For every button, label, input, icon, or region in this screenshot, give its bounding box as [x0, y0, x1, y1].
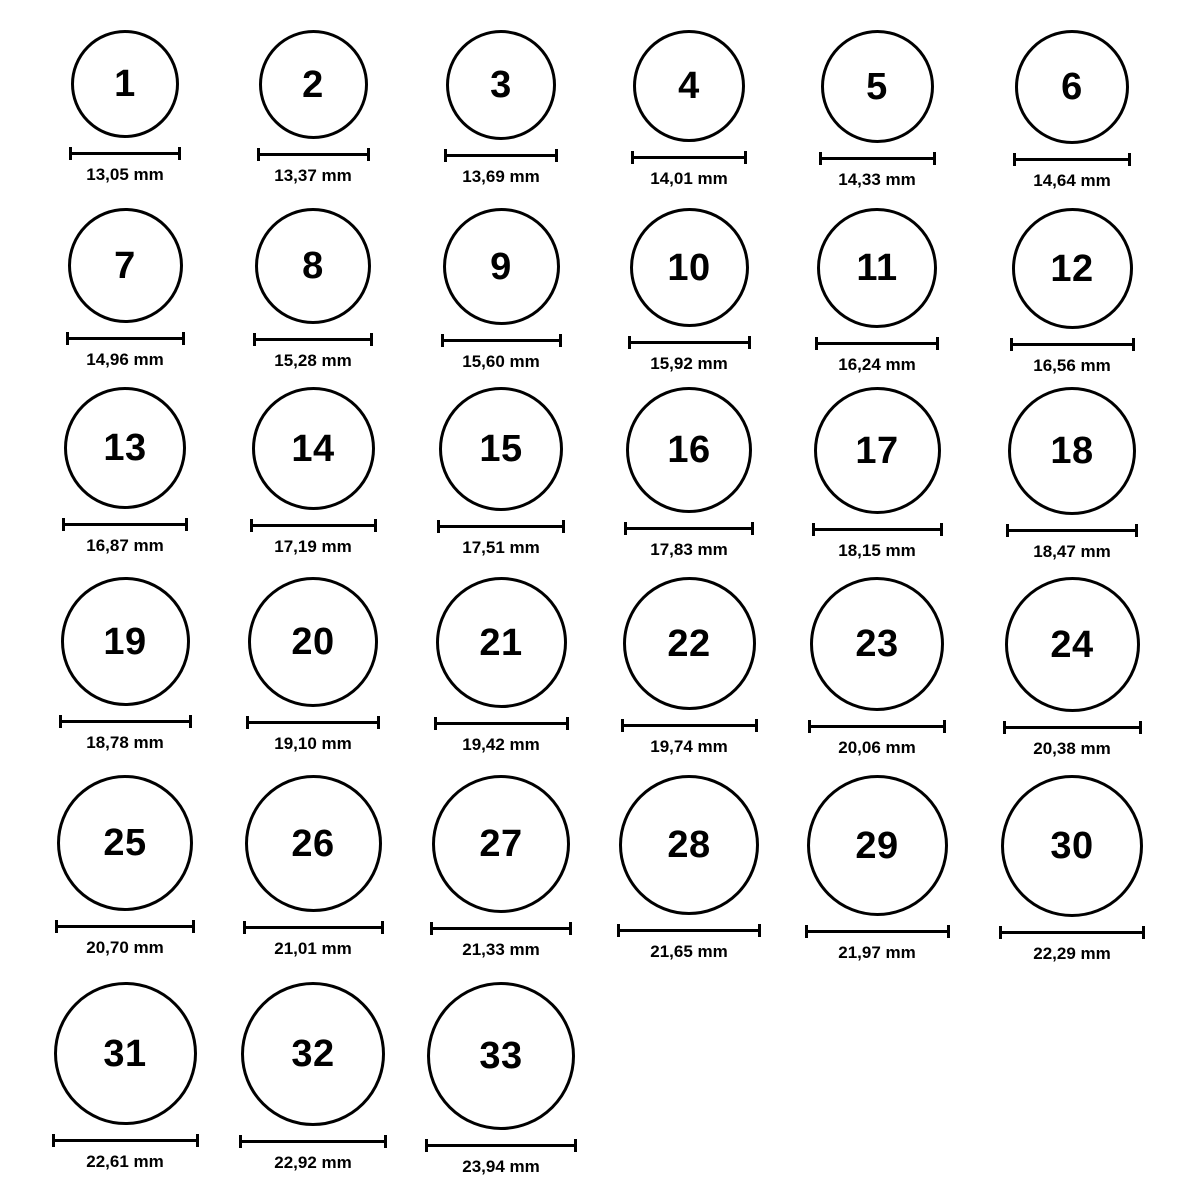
diameter-measure-bar: [1006, 524, 1138, 536]
ring-size-number: 15: [479, 428, 523, 470]
measure-line: [631, 156, 747, 159]
diameter-label: 15,92 mm: [650, 354, 728, 373]
measure-line: [1003, 726, 1142, 729]
ring-circle: [1008, 387, 1136, 515]
measure-cap-right: [1139, 721, 1142, 734]
measure-cap-right: [381, 921, 384, 934]
measure-cap-right: [744, 151, 747, 164]
diameter-measure-bar: [430, 922, 572, 934]
diameter-label: 16,24 mm: [838, 355, 916, 374]
ring-circle: [821, 30, 934, 143]
ring-size-cell: [218, 982, 408, 1173]
measure-cap-left: [257, 148, 260, 161]
ring-size-cell: [977, 387, 1167, 562]
measure-cap-right: [377, 716, 380, 729]
measure-cap-right: [185, 518, 188, 531]
ring-circle: [436, 577, 567, 708]
diameter-measure-bar: [434, 717, 569, 729]
diameter-label: 17,83 mm: [650, 540, 728, 559]
measure-cap-left: [621, 719, 624, 732]
ring-circle: [633, 30, 745, 142]
ring-size-number: 30: [1050, 825, 1094, 867]
measure-cap-right: [1135, 524, 1138, 537]
measure-line: [444, 154, 558, 157]
diameter-label: 14,01 mm: [650, 169, 728, 188]
measure-cap-left: [437, 520, 440, 533]
ring-size-number: 31: [103, 1032, 147, 1075]
ring-size-cell: [406, 208, 596, 372]
measure-cap-right: [1128, 153, 1131, 166]
ring-circle: [814, 387, 941, 514]
ring-size-number: 11: [856, 247, 898, 289]
measure-cap-right: [555, 149, 558, 162]
diameter-label: 14,33 mm: [838, 170, 916, 189]
measure-cap-left: [628, 336, 631, 349]
diameter-measure-bar: [62, 518, 188, 530]
ring-size-cell: [594, 30, 784, 189]
diameter-measure-bar: [819, 152, 936, 164]
ring-circle: [245, 775, 382, 912]
diameter-label: 13,05 mm: [86, 165, 164, 184]
measure-cap-left: [808, 720, 811, 733]
ring-circle: [1012, 208, 1133, 329]
ring-size-number: 23: [855, 623, 899, 665]
ring-circle: [68, 208, 183, 323]
measure-cap-right: [936, 337, 939, 350]
ring-circle: [427, 982, 575, 1130]
diameter-measure-bar: [628, 336, 751, 348]
measure-line: [819, 157, 936, 160]
measure-cap-right: [1142, 926, 1145, 939]
ring-size-cell: [406, 30, 596, 187]
ring-circle: [64, 387, 186, 509]
measure-line: [617, 929, 761, 932]
measure-cap-right: [562, 520, 565, 533]
measure-cap-left: [441, 334, 444, 347]
diameter-measure-bar: [257, 148, 370, 160]
measure-cap-left: [631, 151, 634, 164]
measure-cap-right: [384, 1135, 387, 1148]
measure-cap-right: [933, 152, 936, 165]
diameter-measure-bar: [52, 1134, 199, 1146]
diameter-measure-bar: [243, 921, 384, 933]
measure-line: [621, 724, 758, 727]
measure-cap-right: [755, 719, 758, 732]
ring-circle: [810, 577, 944, 711]
measure-cap-left: [999, 926, 1002, 939]
measure-cap-right: [758, 924, 761, 937]
measure-line: [55, 925, 195, 928]
measure-cap-left: [69, 147, 72, 160]
diameter-label: 17,19 mm: [274, 537, 352, 556]
ring-circle: [248, 577, 378, 707]
ring-size-number: 1: [114, 63, 136, 105]
ring-circle: [807, 775, 948, 916]
measure-cap-left: [253, 333, 256, 346]
measure-cap-left: [624, 522, 627, 535]
measure-line: [815, 342, 939, 345]
diameter-measure-bar: [239, 1135, 387, 1147]
diameter-label: 21,33 mm: [462, 940, 540, 959]
ring-circle: [439, 387, 563, 511]
diameter-label: 21,97 mm: [838, 943, 916, 962]
measure-line: [1013, 158, 1131, 161]
ring-size-cell: [30, 387, 220, 556]
ring-circle: [1015, 30, 1129, 144]
diameter-measure-bar: [805, 925, 950, 937]
measure-cap-left: [66, 332, 69, 345]
measure-line: [62, 523, 188, 526]
ring-circle: [71, 30, 179, 138]
ring-circle: [626, 387, 752, 513]
ring-size-number: 17: [855, 429, 899, 472]
ring-size-cell: [594, 577, 784, 757]
measure-cap-left: [239, 1135, 242, 1148]
measure-line: [808, 725, 946, 728]
diameter-label: 16,87 mm: [86, 536, 164, 555]
measure-cap-right: [367, 148, 370, 161]
diameter-measure-bar: [815, 337, 939, 349]
measure-line: [52, 1139, 199, 1142]
ring-size-number: 5: [866, 65, 888, 108]
diameter-label: 19,10 mm: [274, 734, 352, 753]
ring-size-cell: [977, 30, 1167, 191]
measure-cap-right: [374, 519, 377, 532]
measure-line: [253, 338, 373, 341]
measure-cap-right: [182, 332, 185, 345]
ring-size-cell: [977, 577, 1167, 759]
ring-size-cell: [594, 775, 784, 962]
ring-circle: [54, 982, 197, 1125]
measure-line: [999, 931, 1145, 934]
diameter-label: 20,38 mm: [1033, 739, 1111, 758]
measure-cap-right: [1132, 338, 1135, 351]
ring-size-cell: [977, 775, 1167, 964]
diameter-label: 23,94 mm: [462, 1157, 540, 1176]
measure-cap-right: [189, 715, 192, 728]
diameter-measure-bar: [1013, 153, 1131, 165]
ring-size-number: 22: [667, 622, 711, 665]
ring-size-number: 4: [678, 65, 700, 107]
diameter-label: 19,74 mm: [650, 737, 728, 756]
measure-cap-left: [617, 924, 620, 937]
diameter-label: 17,51 mm: [462, 538, 540, 557]
ring-size-number: 25: [103, 822, 147, 864]
diameter-measure-bar: [441, 334, 562, 346]
ring-size-cell: [782, 30, 972, 190]
measure-cap-left: [250, 519, 253, 532]
ring-size-cell: [30, 982, 220, 1172]
ring-size-cell: [782, 208, 972, 375]
measure-line: [430, 927, 572, 930]
measure-cap-right: [559, 334, 562, 347]
diameter-label: 14,64 mm: [1033, 171, 1111, 190]
ring-size-number: 12: [1050, 247, 1094, 290]
measure-cap-left: [444, 149, 447, 162]
ring-size-cell: [977, 208, 1167, 376]
ring-size-number: 16: [667, 429, 711, 471]
measure-line: [69, 152, 181, 155]
diameter-label: 18,47 mm: [1033, 542, 1111, 561]
ring-size-cell: [218, 387, 408, 557]
measure-cap-right: [566, 717, 569, 730]
diameter-measure-bar: [617, 924, 761, 936]
ring-size-number: 28: [667, 824, 711, 866]
measure-cap-right: [947, 925, 950, 938]
measure-line: [437, 525, 565, 528]
diameter-measure-bar: [999, 926, 1145, 938]
diameter-label: 18,15 mm: [838, 541, 916, 560]
ring-size-cell: [218, 208, 408, 371]
measure-line: [257, 153, 370, 156]
ring-size-number: 7: [114, 244, 136, 287]
ring-size-cell: [30, 208, 220, 370]
measure-cap-left: [819, 152, 822, 165]
diameter-measure-bar: [1010, 338, 1135, 350]
ring-size-cell: [30, 775, 220, 958]
measure-line: [250, 524, 377, 527]
ring-size-cell: [782, 387, 972, 561]
diameter-measure-bar: [55, 920, 195, 932]
measure-cap-left: [430, 922, 433, 935]
ring-size-number: 14: [291, 427, 335, 470]
diameter-measure-bar: [253, 333, 373, 345]
ring-size-number: 13: [103, 427, 147, 469]
ring-circle: [1001, 775, 1143, 917]
ring-size-number: 2: [302, 63, 324, 106]
measure-line: [246, 721, 380, 724]
ring-size-cell: [218, 577, 408, 754]
measure-cap-left: [815, 337, 818, 350]
measure-line: [1010, 343, 1135, 346]
ring-size-cell: [218, 30, 408, 186]
measure-cap-left: [52, 1134, 55, 1147]
diameter-label: 20,70 mm: [86, 938, 164, 957]
ring-size-number: 20: [291, 621, 335, 663]
measure-cap-right: [196, 1134, 199, 1147]
measure-cap-right: [370, 333, 373, 346]
measure-cap-right: [751, 522, 754, 535]
diameter-label: 18,78 mm: [86, 733, 164, 752]
diameter-label: 19,42 mm: [462, 735, 540, 754]
measure-cap-right: [569, 922, 572, 935]
ring-size-number: 29: [855, 824, 899, 867]
ring-circle: [623, 577, 756, 710]
ring-size-number: 21: [479, 621, 523, 664]
diameter-label: 21,01 mm: [274, 939, 352, 958]
ring-size-cell: [406, 577, 596, 755]
measure-line: [624, 527, 754, 530]
diameter-measure-bar: [250, 519, 377, 531]
ring-size-number: 8: [302, 245, 324, 287]
ring-size-cell: [782, 577, 972, 758]
ring-circle: [252, 387, 375, 510]
ring-circle: [241, 982, 385, 1126]
ring-size-cell: [406, 387, 596, 558]
measure-cap-left: [805, 925, 808, 938]
diameter-label: 20,06 mm: [838, 738, 916, 757]
ring-size-number: 26: [291, 822, 335, 865]
ring-size-number: 18: [1050, 430, 1094, 472]
measure-cap-left: [55, 920, 58, 933]
measure-line: [812, 528, 943, 531]
diameter-measure-bar: [624, 522, 754, 534]
diameter-measure-bar: [808, 720, 946, 732]
ring-circle: [1005, 577, 1140, 712]
diameter-label: 14,96 mm: [86, 350, 164, 369]
measure-cap-left: [246, 716, 249, 729]
measure-line: [1006, 529, 1138, 532]
ring-circle: [619, 775, 759, 915]
measure-line: [425, 1144, 577, 1147]
ring-size-number: 33: [479, 1035, 523, 1077]
diameter-label: 13,69 mm: [462, 167, 540, 186]
measure-cap-left: [1003, 721, 1006, 734]
measure-cap-right: [192, 920, 195, 933]
measure-line: [59, 720, 192, 723]
diameter-measure-bar: [425, 1139, 577, 1151]
ring-size-number: 6: [1061, 66, 1083, 108]
ring-size-number: 27: [479, 823, 523, 865]
measure-line: [239, 1140, 387, 1143]
ring-size-number: 10: [667, 246, 711, 289]
measure-cap-left: [243, 921, 246, 934]
measure-cap-left: [1006, 524, 1009, 537]
measure-line: [441, 339, 562, 342]
diameter-measure-bar: [631, 151, 747, 163]
measure-cap-left: [1013, 153, 1016, 166]
diameter-label: 15,60 mm: [462, 352, 540, 371]
ring-size-number: 9: [490, 245, 512, 288]
ring-circle: [255, 208, 371, 324]
measure-cap-right: [748, 336, 751, 349]
measure-line: [66, 337, 185, 340]
diameter-label: 13,37 mm: [274, 166, 352, 185]
diameter-measure-bar: [246, 716, 380, 728]
measure-cap-left: [434, 717, 437, 730]
measure-line: [243, 926, 384, 929]
ring-size-cell: [30, 577, 220, 753]
ring-circle: [61, 577, 190, 706]
diameter-label: 22,61 mm: [86, 1152, 164, 1171]
diameter-measure-bar: [437, 520, 565, 532]
ring-size-number: 19: [103, 620, 147, 663]
ring-size-cell: [218, 775, 408, 959]
diameter-label: 22,92 mm: [274, 1153, 352, 1172]
measure-cap-left: [812, 523, 815, 536]
ring-size-number: 3: [490, 64, 512, 106]
ring-size-cell: [594, 208, 784, 374]
ring-size-number: 24: [1050, 623, 1094, 666]
measure-line: [628, 341, 751, 344]
diameter-measure-bar: [1003, 721, 1142, 733]
diameter-label: 21,65 mm: [650, 942, 728, 961]
measure-cap-left: [425, 1139, 428, 1152]
measure-cap-right: [178, 147, 181, 160]
ring-circle: [817, 208, 937, 328]
measure-line: [434, 722, 569, 725]
ring-circle: [259, 30, 368, 139]
diameter-measure-bar: [621, 719, 758, 731]
ring-size-number: 32: [291, 1033, 335, 1075]
diameter-measure-bar: [444, 149, 558, 161]
ring-circle: [432, 775, 570, 913]
ring-size-cell: [782, 775, 972, 963]
ring-size-cell: [406, 982, 596, 1177]
ring-size-cell: [406, 775, 596, 960]
ring-circle: [57, 775, 193, 911]
diameter-measure-bar: [66, 332, 185, 344]
measure-line: [805, 930, 950, 933]
diameter-label: 22,29 mm: [1033, 944, 1111, 963]
ring-circle: [446, 30, 556, 140]
diameter-label: 16,56 mm: [1033, 356, 1111, 375]
measure-cap-right: [940, 523, 943, 536]
measure-cap-left: [1010, 338, 1013, 351]
diameter-measure-bar: [812, 523, 943, 535]
diameter-measure-bar: [59, 715, 192, 727]
measure-cap-left: [62, 518, 65, 531]
measure-cap-left: [59, 715, 62, 728]
diameter-label: 15,28 mm: [274, 351, 352, 370]
ring-size-cell: [30, 30, 220, 185]
measure-cap-right: [574, 1139, 577, 1152]
measure-cap-right: [943, 720, 946, 733]
ring-circle: [630, 208, 749, 327]
ring-circle: [443, 208, 560, 325]
ring-size-cell: [594, 387, 784, 560]
diameter-measure-bar: [69, 147, 181, 159]
